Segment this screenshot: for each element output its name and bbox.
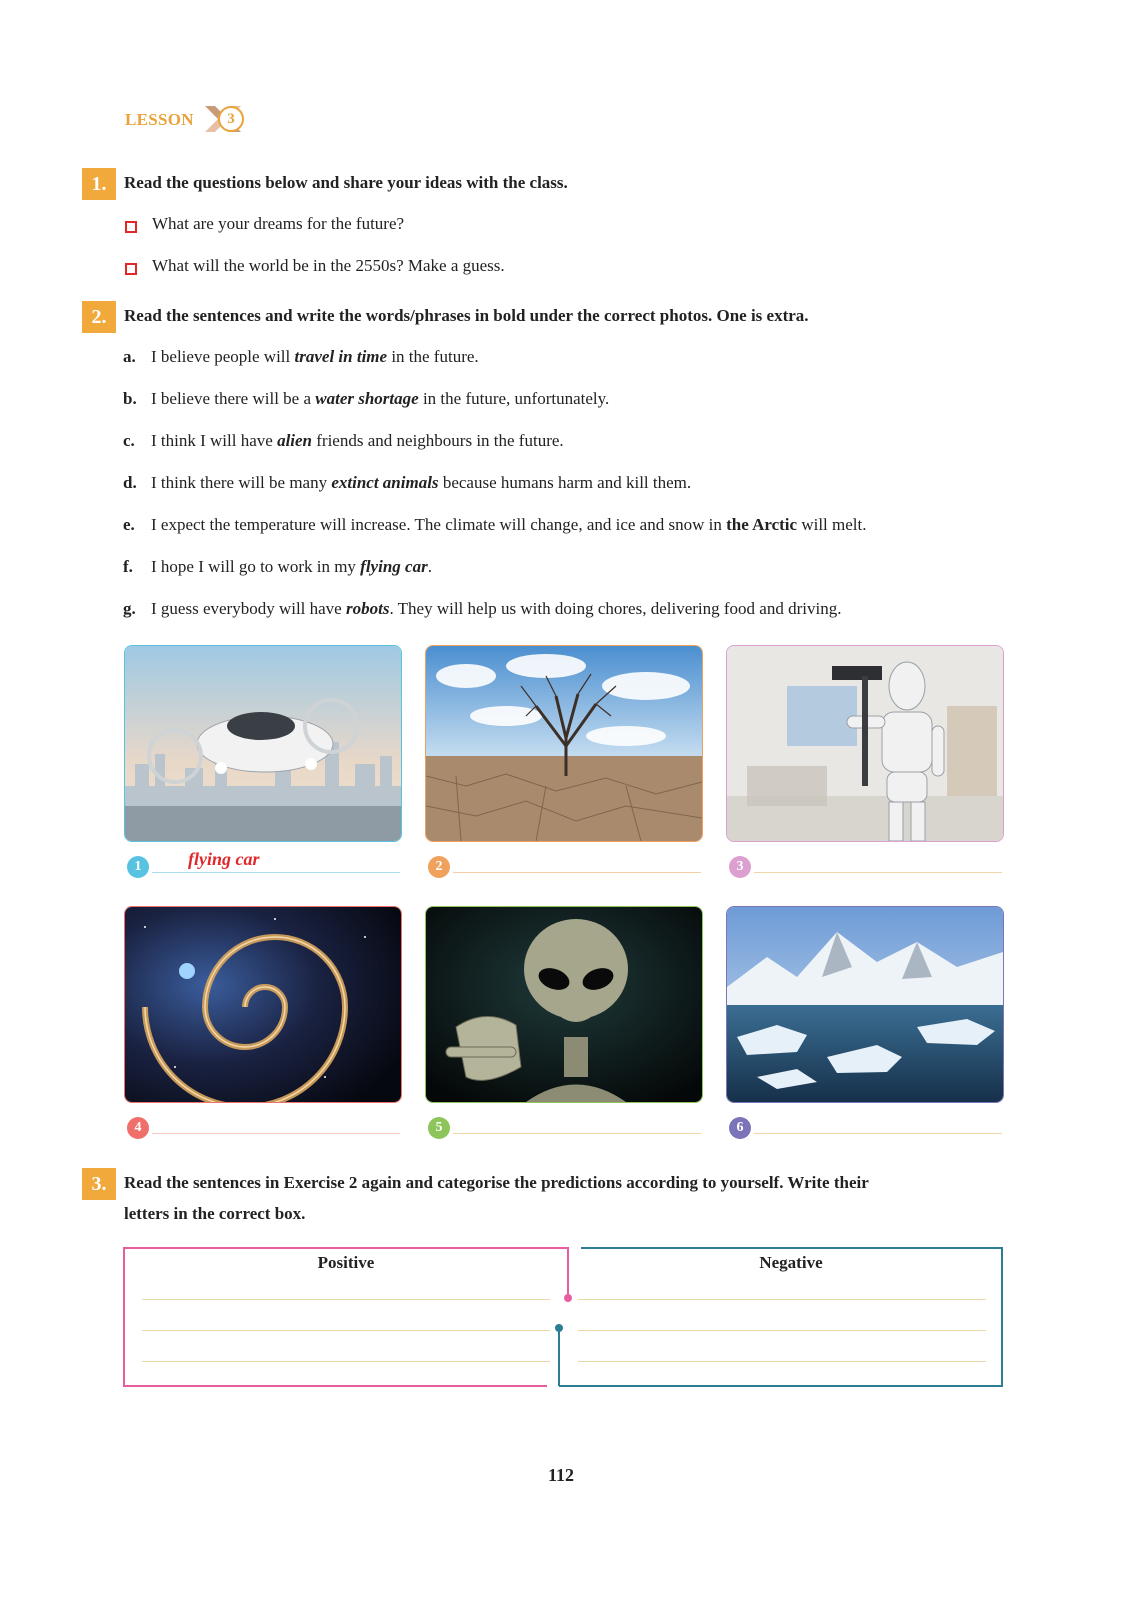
answer-line-2[interactable] bbox=[453, 872, 701, 873]
sentence-d: d. I think there will be many extinct animals because humans harm and kill them. bbox=[123, 473, 692, 492]
photo-number-3: 3 bbox=[729, 856, 751, 878]
photo-number-6: 6 bbox=[729, 1117, 751, 1139]
negative-write-line-2[interactable] bbox=[578, 1330, 986, 1331]
positive-box-title: Positive bbox=[317, 1253, 375, 1272]
answer-line-5[interactable] bbox=[453, 1133, 701, 1134]
exercise-2-number: 2. bbox=[82, 301, 116, 333]
sentence-b: b. I believe there will be a water shortage in the future, unfortunately. bbox=[123, 389, 610, 408]
answer-line-3[interactable] bbox=[754, 872, 1002, 873]
lesson-label: LESSON bbox=[125, 110, 194, 129]
exercise-2-instruction: Read the sentences and write the words/phrases in bold under the correct photos. One is extra. bbox=[124, 306, 809, 325]
negative-write-line-3[interactable] bbox=[578, 1361, 986, 1362]
exercise-3-number: 3. bbox=[82, 1168, 116, 1200]
photo-number-2: 2 bbox=[428, 856, 450, 878]
exercise-1-bullet-2: What will the world be in the 2550s? Make a guess. bbox=[152, 256, 505, 275]
answer-line-6[interactable] bbox=[754, 1133, 1002, 1134]
photo-time-spiral bbox=[124, 906, 402, 1103]
sentence-f: f. I hope I will go to work in my flying car. bbox=[123, 557, 432, 576]
sentence-a: a. I believe people will travel in time in the future. bbox=[123, 347, 479, 366]
photo-number-5: 5 bbox=[428, 1117, 450, 1139]
negative-write-line-1[interactable] bbox=[578, 1299, 986, 1300]
photo-dry-tree bbox=[425, 645, 703, 842]
sentence-e: e. I expect the temperature will increase. The climate will change, and ice and snow in the Arctic will melt. bbox=[123, 515, 867, 534]
exercise-3-instruction-line-1: Read the sentences in Exercise 2 again and categorise the predictions according to yourself. Write their bbox=[124, 1173, 869, 1192]
page-number: 112 bbox=[548, 1465, 575, 1485]
answer-text-1: flying car bbox=[188, 849, 260, 869]
bullet-square-icon bbox=[125, 221, 137, 233]
photo-number-4: 4 bbox=[127, 1117, 149, 1139]
exercise-3-instruction-line-2: letters in the correct box. bbox=[124, 1204, 306, 1223]
photo-robot bbox=[726, 645, 1004, 842]
answer-line-1[interactable] bbox=[152, 872, 400, 873]
photo-flying-car bbox=[124, 645, 402, 842]
positive-write-line-1[interactable] bbox=[142, 1299, 550, 1300]
exercise-1-bullet-1: What are your dreams for the future? bbox=[152, 214, 405, 233]
positive-write-line-2[interactable] bbox=[142, 1330, 550, 1331]
answer-line-4[interactable] bbox=[152, 1133, 400, 1134]
sentence-g: g. I guess everybody will have robots. They will help us with doing chores, delivering food and driving. bbox=[123, 599, 842, 618]
exercise-1-number: 1. bbox=[82, 168, 116, 200]
negative-box-title: Negative bbox=[759, 1253, 823, 1272]
sentence-c: c. I think I will have alien friends and neighbours in the future. bbox=[123, 431, 564, 450]
bullet-square-icon bbox=[125, 263, 137, 275]
photo-arctic bbox=[726, 906, 1004, 1103]
positive-write-line-3[interactable] bbox=[142, 1361, 550, 1362]
photo-alien bbox=[425, 906, 703, 1103]
lesson-number: 3 bbox=[218, 106, 244, 132]
photo-number-1: 1 bbox=[127, 856, 149, 878]
exercise-1-instruction: Read the questions below and share your ideas with the class. bbox=[124, 173, 568, 192]
